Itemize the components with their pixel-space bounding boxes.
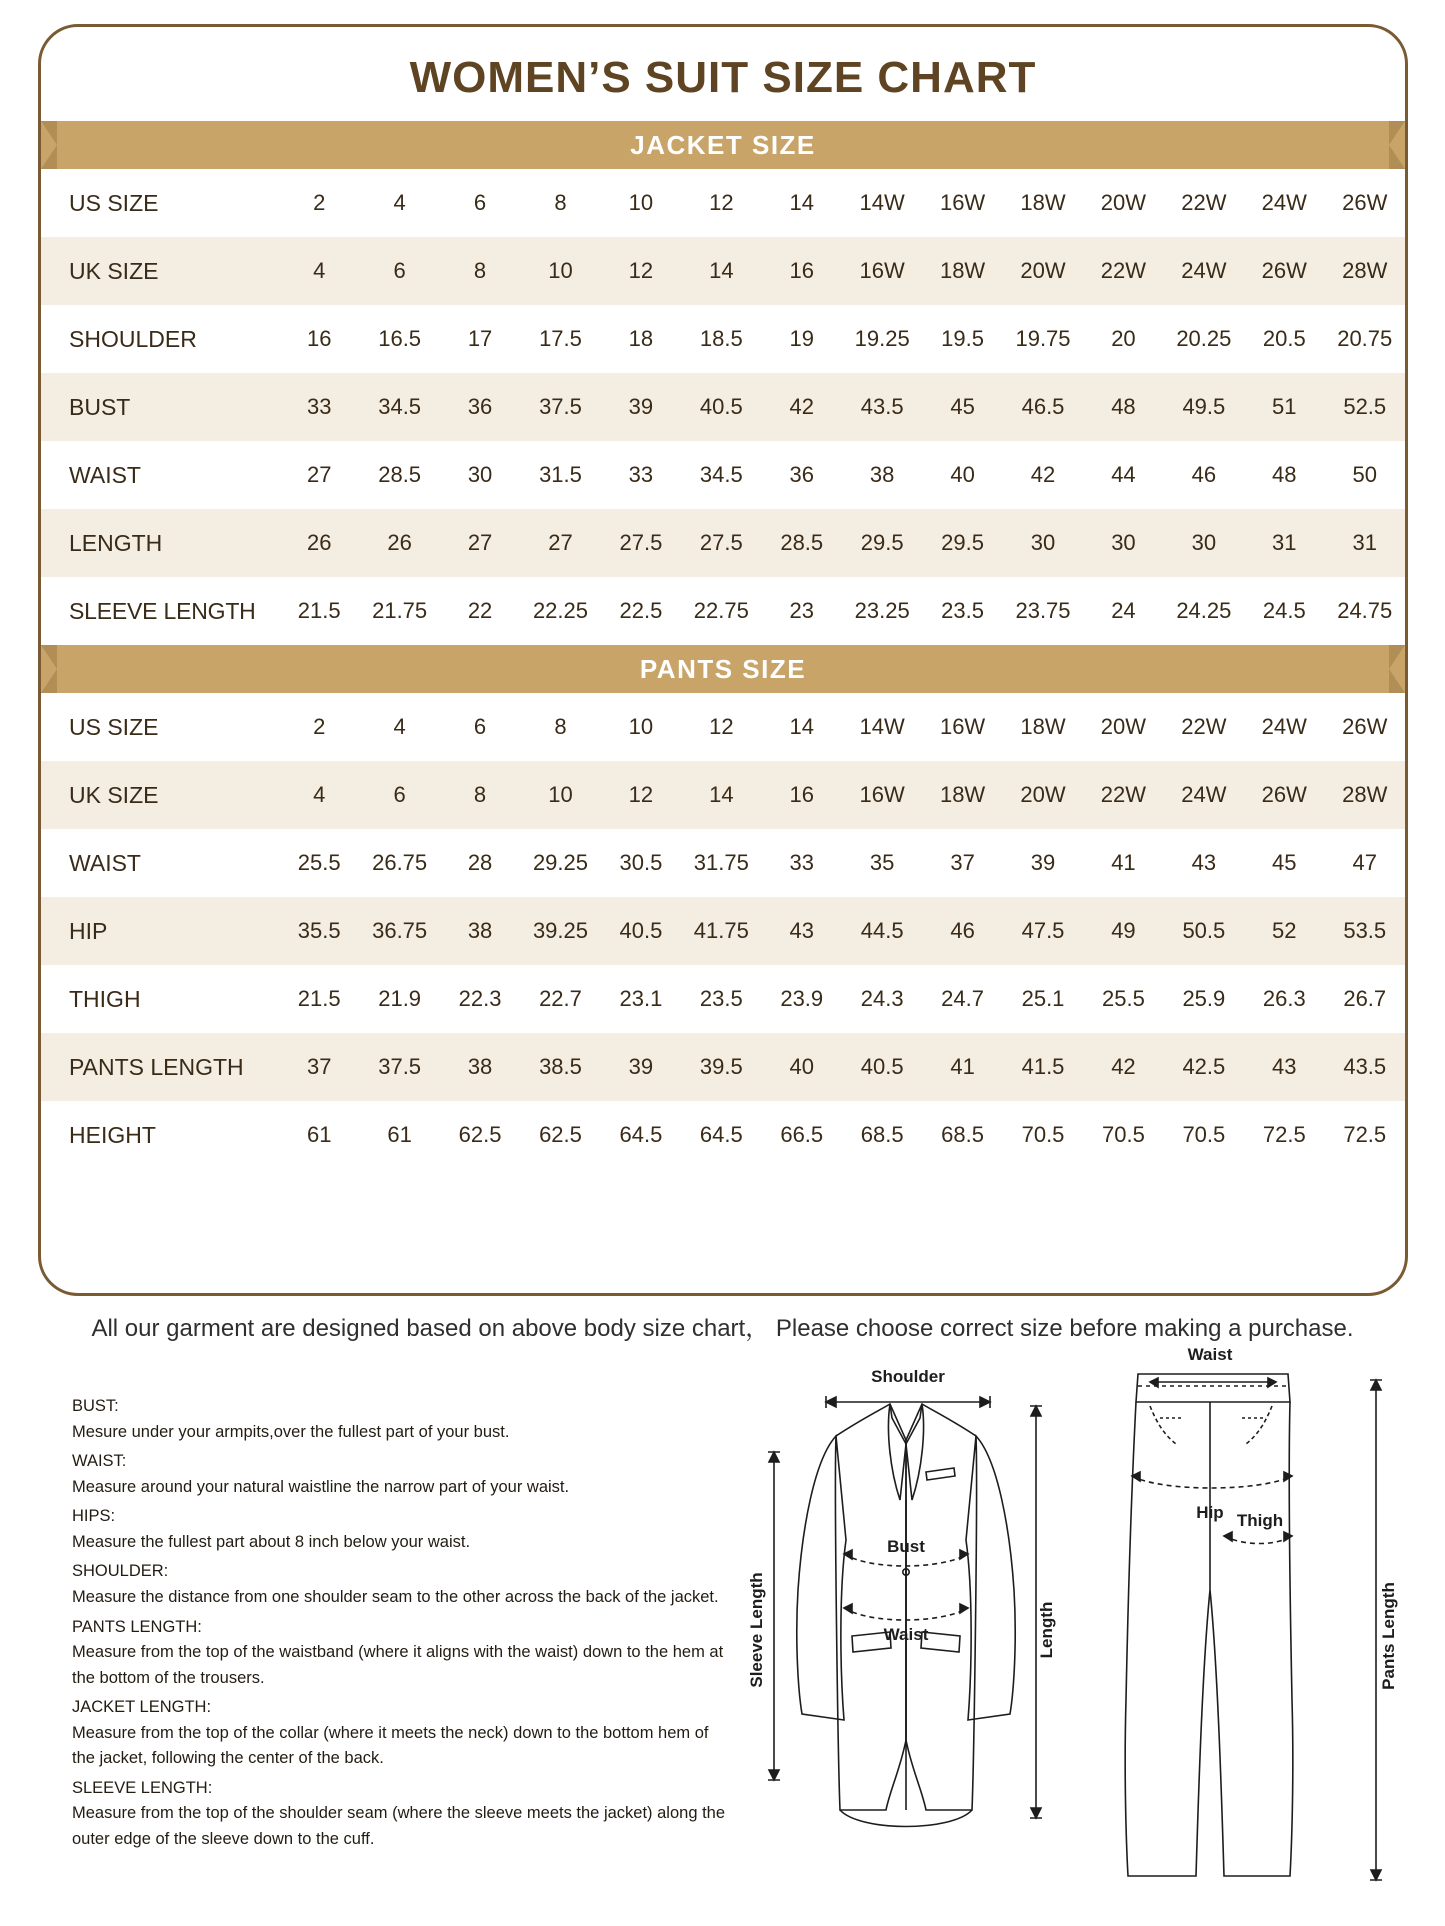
cell: 44.5 (842, 897, 922, 965)
cell: 21.75 (372, 598, 428, 623)
cell: 2 (313, 714, 326, 739)
pants-illustration (1125, 1374, 1293, 1876)
size-chart-card (38, 24, 1408, 1296)
cell: 47.5 (1003, 897, 1083, 965)
row-label: HIP (41, 897, 279, 965)
cell: 30 (1003, 509, 1083, 577)
cell: 43 (1244, 1033, 1324, 1101)
cell: 26 (279, 509, 359, 577)
row-label: LENGTH (41, 509, 279, 577)
cell: 50.5 (1164, 897, 1244, 965)
purchase-note: All our garment are designed based on above body size chart， Please choose correct size before making a purchase. (91, 1315, 1354, 1342)
cell: 22.25 (532, 598, 588, 623)
cell: 28W (1324, 761, 1405, 829)
cell: 37.5 (359, 1033, 439, 1101)
cell: 38.5 (520, 1033, 600, 1101)
jacket-size-table (41, 169, 1405, 645)
cell: 70.5 (1021, 1122, 1065, 1147)
table-row (41, 761, 1405, 829)
cell: 40.5 (681, 373, 761, 441)
cell: 16W (842, 237, 922, 305)
cell: 41.5 (1003, 1033, 1083, 1101)
cell: 64.5 (699, 1122, 743, 1147)
table-row (41, 693, 1405, 761)
jacket-illustration (797, 1404, 1015, 1827)
cell: 6 (473, 714, 487, 739)
table-row (41, 829, 1405, 897)
cell: 45 (1272, 850, 1297, 875)
cell: 26.75 (372, 850, 428, 875)
cell: 50 (1352, 462, 1377, 487)
cell: 43.5 (1324, 1033, 1405, 1101)
cell: 34.5 (359, 373, 439, 441)
cell: 31 (1244, 509, 1324, 577)
cell: 24W (1261, 714, 1307, 739)
cell: 64.5 (619, 1122, 663, 1147)
cell: 16 (306, 326, 332, 351)
cell: 62.5 (458, 1122, 502, 1147)
cell: 24 (1111, 598, 1136, 623)
cell: 26W (1342, 714, 1388, 739)
cell: 14 (681, 237, 761, 305)
cell: 72.5 (1262, 1122, 1306, 1147)
pants-section-banner (41, 645, 1405, 693)
cell: 48 (1272, 462, 1297, 487)
cell: 47 (1352, 850, 1377, 875)
cell: 38 (440, 1033, 520, 1101)
guide-term: SLEEVE LENGTH: (72, 1778, 213, 1797)
cell: 49 (1083, 897, 1163, 965)
cell: 52 (1244, 897, 1324, 965)
cell: 24W (1164, 237, 1244, 305)
shoulder-measure-arrow (826, 1396, 990, 1408)
label-bust: Bust (887, 1537, 925, 1556)
cell: 24.75 (1337, 598, 1393, 623)
label-jacket-length: Length (1037, 1601, 1056, 1659)
guide-term: PANTS LENGTH: (72, 1617, 202, 1636)
cell: 8 (440, 761, 520, 829)
cell: 66.5 (780, 1122, 824, 1147)
cell: 8 (554, 714, 567, 739)
cell: 18W (922, 237, 1002, 305)
cell: 39.25 (520, 897, 600, 965)
cell: 30.5 (619, 850, 663, 875)
cell: 16 (762, 237, 842, 305)
table-row (41, 897, 1405, 965)
cell: 14 (789, 714, 814, 739)
cell: 36 (789, 462, 814, 487)
cell: 37 (950, 850, 975, 875)
cell: 70.5 (1102, 1122, 1145, 1147)
cell: 36 (440, 373, 520, 441)
cell: 22W (1181, 714, 1227, 739)
cell: 14 (789, 190, 814, 215)
cell: 22W (1083, 761, 1163, 829)
cell: 25.5 (297, 850, 341, 875)
row-label: WAIST (69, 849, 141, 876)
cell: 14W (859, 714, 905, 739)
label-pants-waist: Waist (1187, 1345, 1233, 1364)
cell: 26 (359, 509, 439, 577)
cell: 22W (1181, 190, 1227, 215)
cell: 33 (279, 373, 359, 441)
cell: 10 (520, 761, 600, 829)
cell: 6 (359, 237, 439, 305)
pants-size-table (41, 693, 1405, 1169)
page-title: WOMEN’S SUIT SIZE CHART (409, 53, 1037, 102)
table-row (41, 577, 1405, 645)
cell: 27 (520, 509, 600, 577)
cell: 6 (473, 190, 487, 215)
cell: 22W (1083, 237, 1163, 305)
cell: 36.75 (359, 897, 439, 965)
cell: 12 (709, 190, 734, 215)
cell: 26W (1342, 190, 1388, 215)
cell: 18.5 (699, 326, 743, 351)
guide-desc: Measure from the top of the waistband (where it aligns with the waist) down to the hem at the bottom of the trousers. (72, 1643, 724, 1687)
cell: 43 (1191, 850, 1217, 875)
cell: 18W (1020, 190, 1066, 215)
label-hip: Hip (1196, 1503, 1224, 1522)
cell: 4 (279, 761, 359, 829)
cell: 29.25 (532, 850, 588, 875)
cell: 24.3 (860, 986, 904, 1011)
table-row (41, 237, 1405, 305)
cell: 20.75 (1337, 326, 1393, 351)
cell: 52.5 (1324, 373, 1405, 441)
guide-desc: Mesure under your armpits,over the fullest part of your bust. (72, 1422, 510, 1441)
cell: 31 (1324, 509, 1405, 577)
cell: 10 (628, 714, 654, 739)
cell: 24W (1164, 761, 1244, 829)
row-label: PANTS LENGTH (41, 1033, 279, 1101)
cell: 25.1 (1021, 986, 1065, 1011)
cell: 39.5 (681, 1033, 761, 1101)
cell: 20.25 (1176, 326, 1232, 351)
cell: 16W (939, 714, 986, 739)
cell: 34.5 (699, 462, 743, 487)
guide-desc: Measure the distance from one shoulder seam to the other across the back of the jacket. (72, 1587, 719, 1606)
cell: 22.75 (693, 598, 749, 623)
guide-desc: Measure the fullest part about 8 inch below your waist. (72, 1532, 471, 1551)
cell: 4 (279, 237, 359, 305)
cell: 23.1 (619, 986, 663, 1011)
cell: 40 (950, 462, 975, 487)
cell: 42 (1083, 1033, 1163, 1101)
row-label: BUST (41, 373, 279, 441)
cell: 21.9 (378, 986, 422, 1011)
cell: 22.7 (539, 986, 582, 1011)
cell: 28.5 (762, 509, 842, 577)
measurement-guide (72, 1390, 732, 1855)
label-shoulder: Shoulder (871, 1367, 945, 1386)
cell: 48 (1083, 373, 1163, 441)
table-row (41, 965, 1405, 1033)
cell: 30 (1164, 509, 1244, 577)
cell: 24.5 (1262, 598, 1306, 623)
row-label: US SIZE (69, 189, 159, 216)
guide-term: BUST: (72, 1397, 119, 1415)
cell: 35 (869, 850, 895, 875)
cell: 26W (1244, 761, 1324, 829)
cell: 27 (306, 462, 332, 487)
table-row (41, 373, 1405, 441)
cell: 35.5 (279, 897, 359, 965)
cell: 24.25 (1176, 598, 1232, 623)
cell: 19.75 (1015, 326, 1071, 351)
cell: 16W (842, 761, 922, 829)
cell: 28W (1324, 237, 1405, 305)
row-label: SHOULDER (69, 325, 197, 352)
cell: 37 (279, 1033, 359, 1101)
cell: 12 (601, 237, 681, 305)
row-label: UK SIZE (41, 237, 279, 305)
cell: 44 (1111, 462, 1136, 487)
cell: 10 (628, 190, 654, 215)
cell: 37.5 (520, 373, 600, 441)
cell: 21.5 (297, 986, 341, 1011)
guide-term: WAIST: (72, 1452, 127, 1471)
table-row (41, 441, 1405, 509)
cell: 27.5 (601, 509, 681, 577)
cell: 8 (440, 237, 520, 305)
cell: 23.5 (699, 986, 743, 1011)
cell: 25.9 (1182, 986, 1226, 1011)
cell: 16 (762, 761, 842, 829)
cell: 42 (762, 373, 842, 441)
label-sleeve-length: Sleeve Length (747, 1572, 766, 1688)
label-thigh: Thigh (1236, 1511, 1284, 1530)
cell: 68.5 (860, 1122, 904, 1147)
jacket-section-title: JACKET SIZE (630, 129, 816, 160)
cell: 30 (1083, 509, 1163, 577)
guide-desc: Measure from the top of the collar (where it meets the neck) down to the bottom hem of the jacket, following the center of the back. (72, 1723, 709, 1768)
cell: 20W (1003, 761, 1083, 829)
cell: 20W (1003, 237, 1083, 305)
cell: 26W (1244, 237, 1324, 305)
cell: 20W (1100, 190, 1147, 215)
cell: 18 (628, 326, 654, 351)
cell: 42 (1030, 462, 1056, 487)
cell: 68.5 (941, 1122, 984, 1147)
row-label: WAIST (69, 461, 141, 488)
cell: 43.5 (842, 373, 922, 441)
cell: 23.25 (854, 598, 910, 623)
guide-term: JACKET LENGTH: (72, 1698, 212, 1717)
cell: 53.5 (1324, 897, 1405, 965)
cell: 16W (939, 190, 986, 215)
label-jacket-waist: Waist (883, 1625, 929, 1644)
cell: 62.5 (539, 1122, 582, 1147)
cell: 43 (762, 897, 842, 965)
cell: 18W (922, 761, 1002, 829)
cell: 23.5 (941, 598, 984, 623)
table-row (41, 509, 1405, 577)
cell: 41 (922, 1033, 1002, 1101)
cell: 40.5 (601, 897, 681, 965)
cell: 10 (520, 237, 600, 305)
measurement-illustrations (740, 1340, 1420, 1910)
guide-term: HIPS: (72, 1507, 116, 1526)
row-label: US SIZE (69, 713, 159, 740)
guide-desc: Measure around your natural waistline the narrow part of your waist. (72, 1477, 570, 1496)
cell: 46 (1191, 462, 1217, 487)
cell: 22.5 (619, 598, 663, 623)
cell: 24.7 (941, 986, 984, 1011)
cell: 6 (359, 761, 439, 829)
row-label: THIGH (69, 985, 141, 1012)
cell: 61 (387, 1122, 412, 1147)
cell: 23.9 (780, 986, 824, 1011)
row-label: UK SIZE (41, 761, 279, 829)
cell: 41.75 (681, 897, 761, 965)
table-row (41, 1033, 1405, 1101)
cell: 4 (393, 714, 406, 739)
cell: 19.5 (941, 326, 984, 351)
cell: 31.5 (539, 462, 582, 487)
cell: 49.5 (1164, 373, 1244, 441)
cell: 22 (467, 598, 493, 623)
cell: 20 (1111, 326, 1136, 351)
cell: 42.5 (1164, 1033, 1244, 1101)
cell: 26.3 (1262, 986, 1306, 1011)
guide-term: SHOULDER: (72, 1562, 169, 1581)
cell: 27 (440, 509, 520, 577)
cell: 8 (554, 190, 567, 215)
cell: 31.75 (693, 850, 749, 875)
cell: 39 (1030, 850, 1056, 875)
cell: 40.5 (842, 1033, 922, 1101)
cell: 38 (869, 462, 895, 487)
cell: 19 (789, 326, 814, 351)
cell: 38 (440, 897, 520, 965)
cell: 17.5 (539, 326, 582, 351)
cell: 19.25 (854, 326, 910, 351)
cell: 20W (1100, 714, 1147, 739)
cell: 33 (628, 462, 654, 487)
cell: 12 (601, 761, 681, 829)
guide-desc: Measure from the top of the shoulder seam (where the sleeve meets the jacket) along the outer edge of the sleeve down to the cuff. (72, 1804, 726, 1848)
row-label: HEIGHT (69, 1121, 156, 1148)
cell: 22.3 (458, 986, 502, 1011)
cell: 33 (789, 850, 814, 875)
cell: 39 (601, 1033, 681, 1101)
cell: 72.5 (1343, 1122, 1387, 1147)
cell: 25.5 (1102, 986, 1145, 1011)
cell: 23.75 (1015, 598, 1071, 623)
cell: 45 (922, 373, 1002, 441)
cell: 30 (467, 462, 493, 487)
cell: 28 (467, 850, 493, 875)
cell: 29.5 (922, 509, 1002, 577)
cell: 61 (306, 1122, 332, 1147)
cell: 39 (601, 373, 681, 441)
cell: 40 (762, 1033, 842, 1101)
table-row (41, 1101, 1405, 1169)
cell: 2 (313, 190, 326, 215)
cell: 18W (1020, 714, 1066, 739)
cell: 46.5 (1003, 373, 1083, 441)
cell: 23 (789, 598, 814, 623)
pants-section-title: PANTS SIZE (639, 653, 807, 684)
cell: 20.5 (1262, 326, 1306, 351)
cell: 51 (1244, 373, 1324, 441)
cell: 46 (922, 897, 1002, 965)
cell: 27.5 (681, 509, 761, 577)
sleeve-length-arrow (768, 1452, 780, 1780)
cell: 41 (1111, 850, 1136, 875)
cell: 24W (1261, 190, 1307, 215)
cell: 14 (681, 761, 761, 829)
table-row (41, 305, 1405, 373)
cell: 29.5 (842, 509, 922, 577)
cell: 26.7 (1343, 986, 1387, 1011)
cell: 14W (859, 190, 905, 215)
cell: 12 (709, 714, 734, 739)
cell: 4 (393, 190, 406, 215)
cell: 17 (467, 326, 493, 351)
cell: 70.5 (1182, 1122, 1226, 1147)
jacket-section-banner (41, 121, 1405, 169)
table-row (41, 169, 1405, 237)
cell: 21.5 (297, 598, 341, 623)
row-label: SLEEVE LENGTH (69, 597, 256, 624)
cell: 28.5 (378, 462, 422, 487)
label-pants-length: Pants Length (1379, 1582, 1398, 1690)
cell: 16.5 (378, 326, 422, 351)
